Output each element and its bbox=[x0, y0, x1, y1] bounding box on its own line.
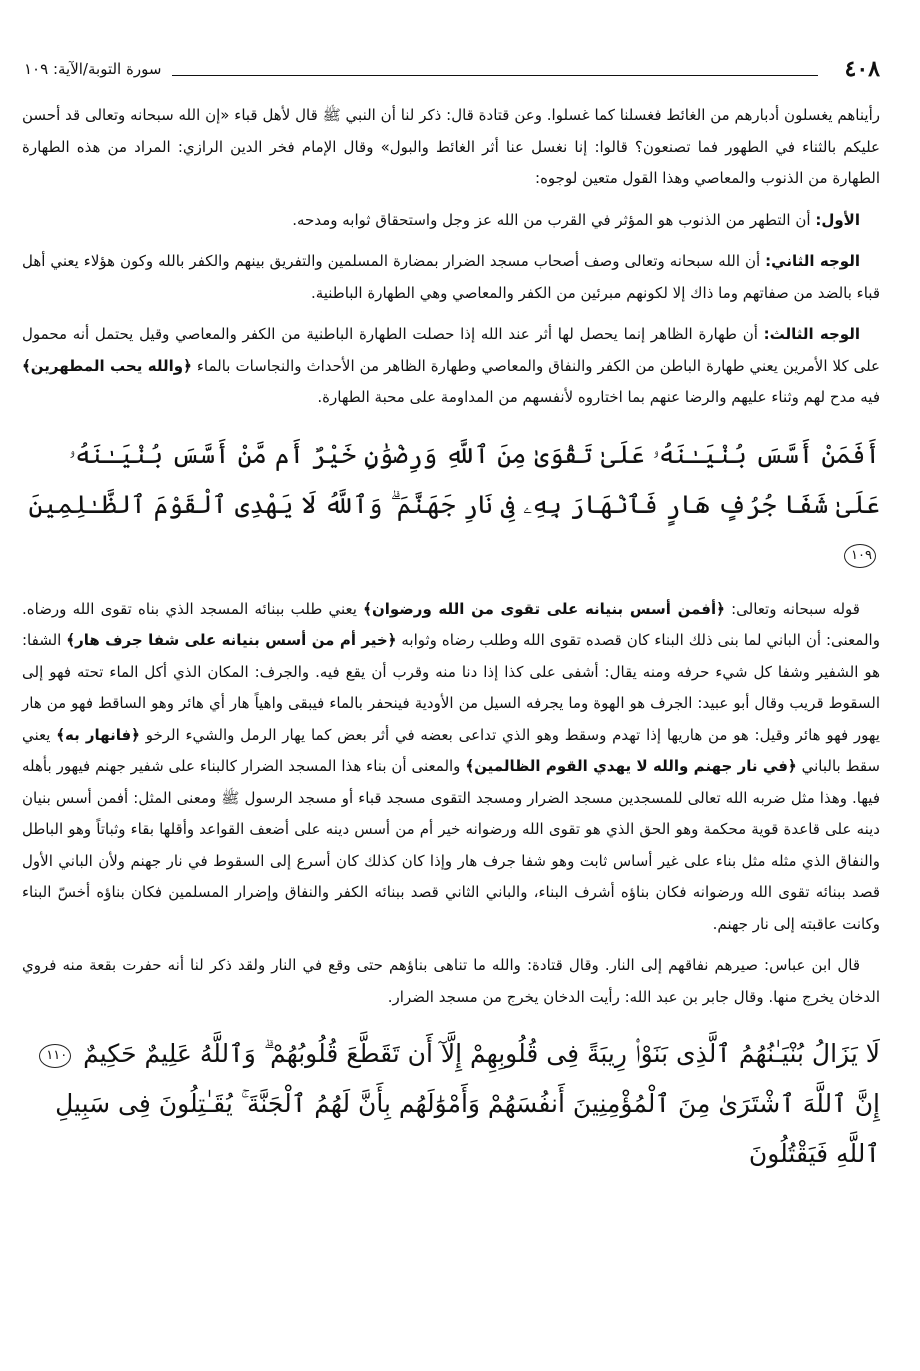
commentary-quote-3: ﴿فانهار به﴾ bbox=[56, 725, 140, 744]
paragraph-qatada-report: رأيناهم يغسلون أدبارهم من الغائط فغسلنا كما غسلوا. وعن قتادة قال: ذكر لنا أن النبي ﷺ قال لأهل قباء «إن الله سبحانه وتعالى قد أحسن عليكم بالثناء في الطهور فما تصنعون؟ قالوا: إنا نغسل عنا أثر الغائط والبول» وقال الإمام فخر الدين الرازي: المراد من هذه الطهارة الطهارة من الذنوب والمعاصي وهذا القول متعين لوجوه: bbox=[22, 106, 880, 187]
paragraph-first-reason bbox=[22, 205, 880, 237]
running-title: سورة التوبة/الآية: ١٠٩ bbox=[24, 60, 162, 78]
verse-110-number: ١١٠ bbox=[39, 1044, 71, 1068]
commentary-text-b: يعني طلب ببنائه المسجد الذي بناه تقوى الله ورضاه. والمعنى: أن الباني لما بنى ذلك البناء كان قصده تقوى الله وطلب رضاه وثوابه bbox=[22, 599, 880, 649]
paragraph-third-reason bbox=[22, 319, 880, 414]
commentary-quote-2: ﴿خير أم من أسس بنيانه على شفا جرف هار﴾ bbox=[66, 631, 397, 649]
quran-verses-110-111 bbox=[22, 1029, 880, 1179]
commentary-text-e: والمعنى أن بناء هذا المسجد الضرار كالبناء على شفير جهنم فيهور بأهله فيها. وهذا مثل ضربه الله تعالى للمسجدين مسجد الضرار ومسجد التقوى مسجد قباء أو مسجد الرسول ﷺ ومعنى المثل: أفمن أسس بنيان دينه على قاعدة قوية محكمة وهو الحق الذي هو تقوى الله ورضوانه خير أم من أسس دينه على أضعف القواعد وأقلها بقاء وثباتاً وهو الباطل والنفاق الذي مثله مثل بناء على غير أساس ثابت وهو شفا جرف هار وإذا كان كذلك كان أسرع إلى السقوط في نار جهنم ولأن الباني الأول قصد ببنائه تقوى الله ورضوانه فكان بناؤه أشرف البناء، والباني الثاني قصد ببنائه الكفر والنفاق وإضرار المسلمين فكان بناؤه أخسّ البناء وكانت عاقبته إلى نار جهنم. bbox=[22, 757, 880, 933]
commentary-quote-1: ﴿أفمن أسس بنيانه على تقوى من الله ورضوان﴾ bbox=[363, 599, 725, 618]
header-rule bbox=[172, 75, 818, 76]
first-reason-text: أن التطهر من الذنوب هو المؤثر في القرب من الله عز وجل واستحقاق ثوابه ومدحه. bbox=[292, 210, 811, 229]
paragraph-second-reason bbox=[22, 246, 880, 309]
verse-109-text: أَفَمَنْ أَسَّسَ بُنْيَـٰنَهُۥ عَلَىٰ تَقْوَىٰ مِنَ ٱللَّهِ وَرِضْوَٰنٍ خَيْرٌ أَم مَّنْ أَسَّسَ بُنْيَـٰنَهُۥ عَلَىٰ شَفَا جُرُفٍ هَارٍ فَٱنْهَارَ بِهِۦ فِى نَارِ جَهَنَّمَ ۗ وَٱللَّهُ لَا يَهْدِى ٱلْقَوْمَ ٱلظَّـٰلِمِينَ bbox=[28, 439, 880, 519]
page-body bbox=[22, 100, 880, 1193]
commentary-text-d: يعني سقط بالباني bbox=[22, 725, 880, 775]
third-reason-label: الوجه الثالث: bbox=[763, 325, 860, 343]
page-number: ٤٠٨ bbox=[844, 56, 880, 82]
third-reason-quote: ﴿والله يحب المطهرين﴾ bbox=[22, 356, 192, 375]
commentary-quote-4: ﴿في نار جهنم والله لا يهدي القوم الظالمين﴾ bbox=[465, 757, 797, 775]
page-header bbox=[24, 54, 880, 84]
third-reason-text-a: أن طهارة الظاهر إنما يحصل لها أثر عند الله إذا حصلت الطهارة الباطنية من الكفر والمعاصي وقيل يحتمل أنه محمول على كلا الأمرين يعني طهارة الباطن من الكفر والنفاق والمعاصي وطهارة الظاهر من الأحداث والنجاسات بالماء bbox=[22, 325, 880, 375]
paragraph-verse-commentary bbox=[22, 594, 880, 941]
commentary-text-c: الشفا: هو الشفير وشفا كل شيء حرفه ومنه يقال: أشفى على كذا إذا دنا منه وقرب أن يقع فيه. والجرف: المكان الذي أكل الماء تحته فهو إلى السقوط قريب وقال أبو عبيد: الجرف هو الهوة وما يجرفه السيل من الأودية فينحفر بالماء فيبقى واهياً هار أي هائر وهو الساقط فهو من هار يهور فهو هائر وقيل: هو من هاريها إذا تهدم وسقط وهو الذي تداعى بعضه في أثر بعض كما يهار الرمل والشيء الرخو bbox=[22, 631, 880, 744]
verse-110-text: لَا يَزَالُ بُنْيَـٰنُهُمُ ٱلَّذِى بَنَوْا۟ رِيبَةً فِى قُلُوبِهِمْ إِلَّآ أَن تَقَطَّعَ قُلُوبُهُمْ ۗ وَٱللَّهُ عَلِيمٌ حَكِيمٌ bbox=[83, 1039, 880, 1068]
third-reason-text-b: فيه مدح لهم وثناء عليهم والرضا عنهم بما اختاروه لأنفسهم من المداومة على محبة الطهارة. bbox=[317, 388, 880, 406]
quran-verse-109 bbox=[22, 430, 880, 580]
paragraph-ibn-abbas: قال ابن عباس: صيرهم نفاقهم إلى النار. وقال قتادة: والله ما تناهى بناؤهم حتى وقع في النار ولقد ذكر لنا أنه حفرت بقعة منه فروي الدخان يخرج منها. وقال جابر بن عبد الله: رأيت الدخان يخرج من مسجد الضرار. bbox=[22, 956, 880, 1006]
first-reason-label: الأول: bbox=[815, 210, 860, 229]
commentary-text-a: قوله سبحانه وتعالى: bbox=[731, 599, 860, 618]
verse-109-number: ١٠٩ bbox=[844, 544, 876, 568]
second-reason-text: أن الله سبحانه وتعالى وصف أصحاب مسجد الضرار بمضارة المسلمين والتفريق بينهم والكفر بالله وكون هؤلاء يعني أهل قباء بالضد من صفاتهم وما ذاك إلا لكونهم مبرئين من الكفر والمعاصي وهي الطهارة الباطنية. bbox=[22, 252, 880, 302]
verse-111-text: إِنَّ ٱللَّهَ ٱشْتَرَىٰ مِنَ ٱلْمُؤْمِنِينَ أَنفُسَهُمْ وَأَمْوَٰلَهُم بِأَنَّ لَهُمُ ٱلْجَنَّةَ ۚ يُقَـٰتِلُونَ فِى سَبِيلِ ٱللَّهِ فَيَقْتُلُونَ bbox=[55, 1089, 880, 1168]
second-reason-label: الوجه الثاني: bbox=[765, 252, 860, 270]
